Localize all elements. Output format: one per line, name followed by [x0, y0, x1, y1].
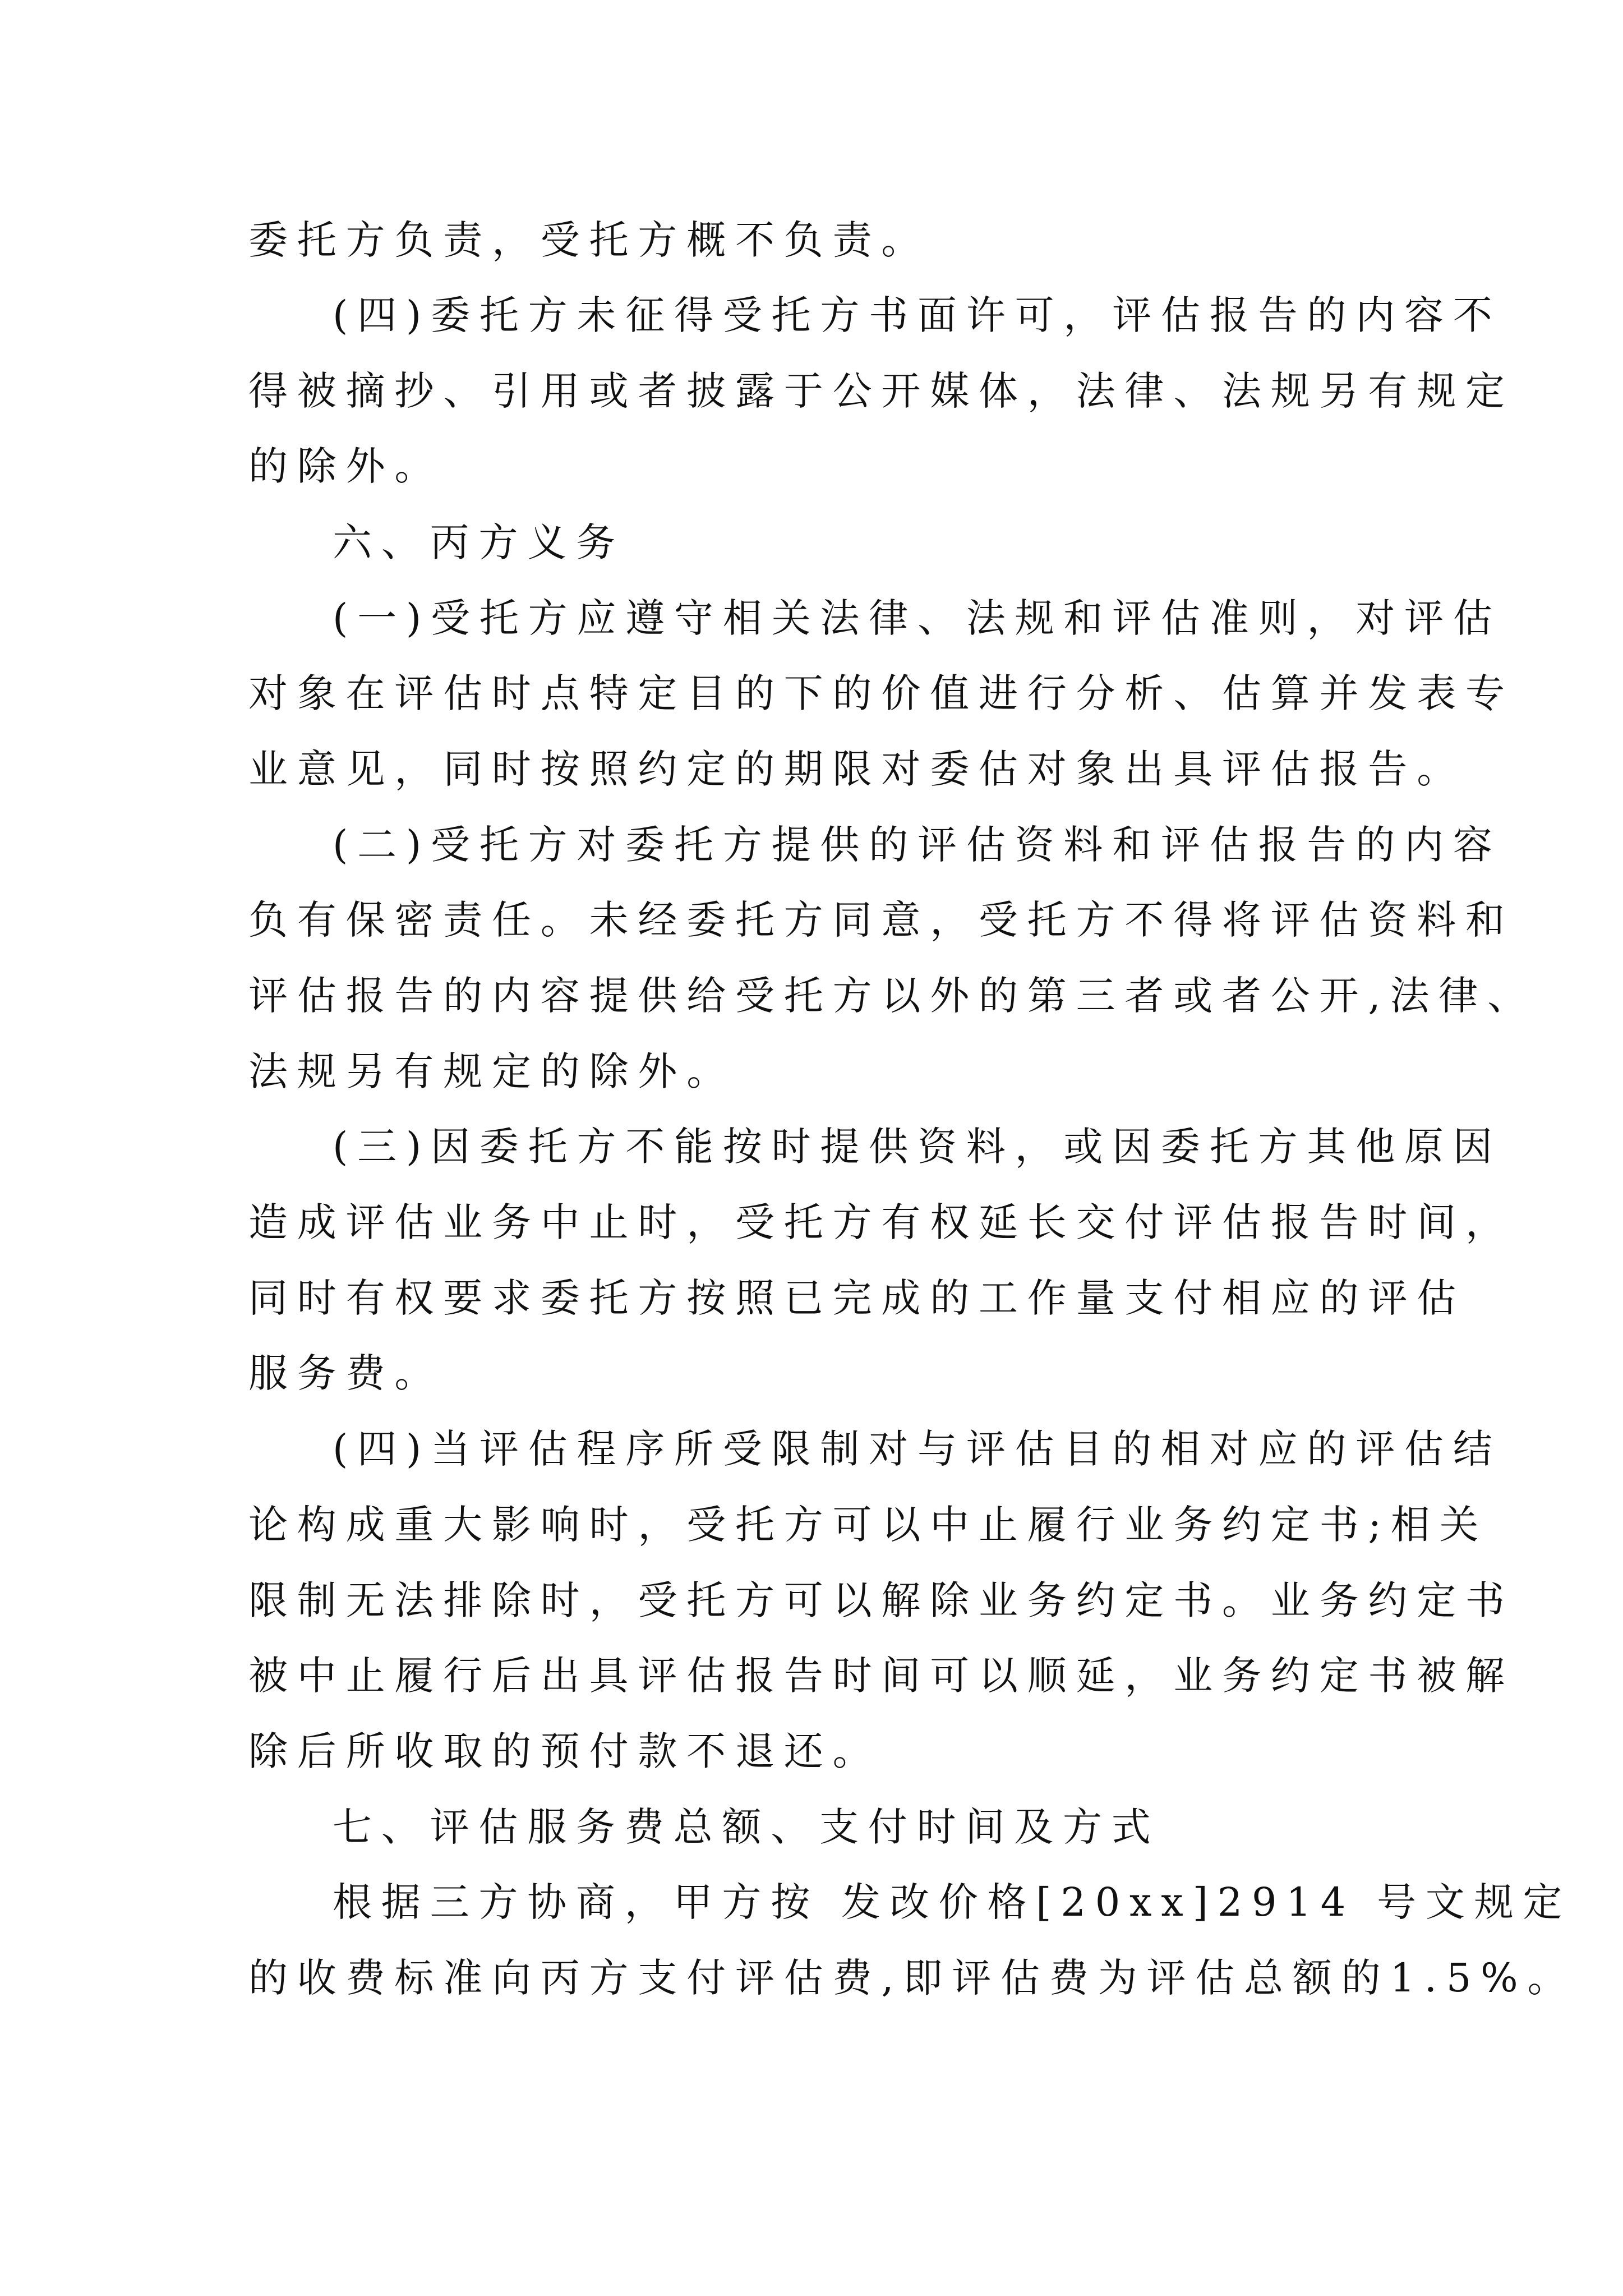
section-heading: 六、丙方义务	[333, 519, 625, 565]
text-line: 限制无法排除时，受托方可以解除业务约定书。业务约定书	[248, 1577, 1514, 1623]
text-line: 造成评估业务中止时，受托方有权延长交付评估报告时间，	[248, 1199, 1514, 1245]
text-line: 的除外。	[248, 443, 444, 489]
text-line: 得被摘抄、引用或者披露于公开媒体，法律、法规另有规定	[248, 368, 1514, 414]
text-line: (四)委托方未征得受托方书面许可，评估报告的内容不	[333, 292, 1502, 338]
text-line: 根据三方协商，甲方按 发改价格[20xx]2914 号文规定	[333, 1879, 1572, 1925]
text-line: 负有保密责任。未经委托方同意，受托方不得将评估资料和	[248, 897, 1514, 943]
text-line: 同时有权要求委托方按照已完成的工作量支付相应的评估	[248, 1275, 1465, 1321]
text-line: 法规另有规定的除外。	[248, 1048, 735, 1094]
text-line: (四)当评估程序所受限制对与评估目的相对应的评估结	[333, 1426, 1502, 1472]
text-line: 的收费标准向丙方支付评估费,即评估费为评估总额的1.5%。	[248, 1955, 1576, 2001]
text-line: (一)受托方应遵守相关法律、法规和评估准则，对评估	[333, 595, 1502, 641]
text-line: 评估报告的内容提供给受托方以外的第三者或者公开,法律、	[248, 973, 1536, 1019]
text-line: 业意见，同时按照约定的期限对委估对象出具评估报告。	[248, 746, 1465, 792]
text-line: 服务费。	[248, 1350, 444, 1396]
text-line: 被中止履行后出具评估报告时间可以顺延，业务约定书被解	[248, 1653, 1514, 1699]
text-line: 对象在评估时点特定目的下的价值进行分析、估算并发表专	[248, 670, 1514, 716]
text-line: 委托方负责，受托方概不负责。	[248, 217, 930, 263]
text-line: (三)因委托方不能按时提供资料，或因委托方其他原因	[333, 1124, 1502, 1170]
text-line: 除后所收取的预付款不退还。	[248, 1728, 882, 1774]
text-line: (二)受托方对委托方提供的评估资料和评估报告的内容	[333, 822, 1502, 868]
section-heading: 七、评估服务费总额、支付时间及方式	[333, 1804, 1160, 1850]
text-line: 论构成重大影响时，受托方可以中止履行业务约定书;相关	[248, 1502, 1488, 1548]
